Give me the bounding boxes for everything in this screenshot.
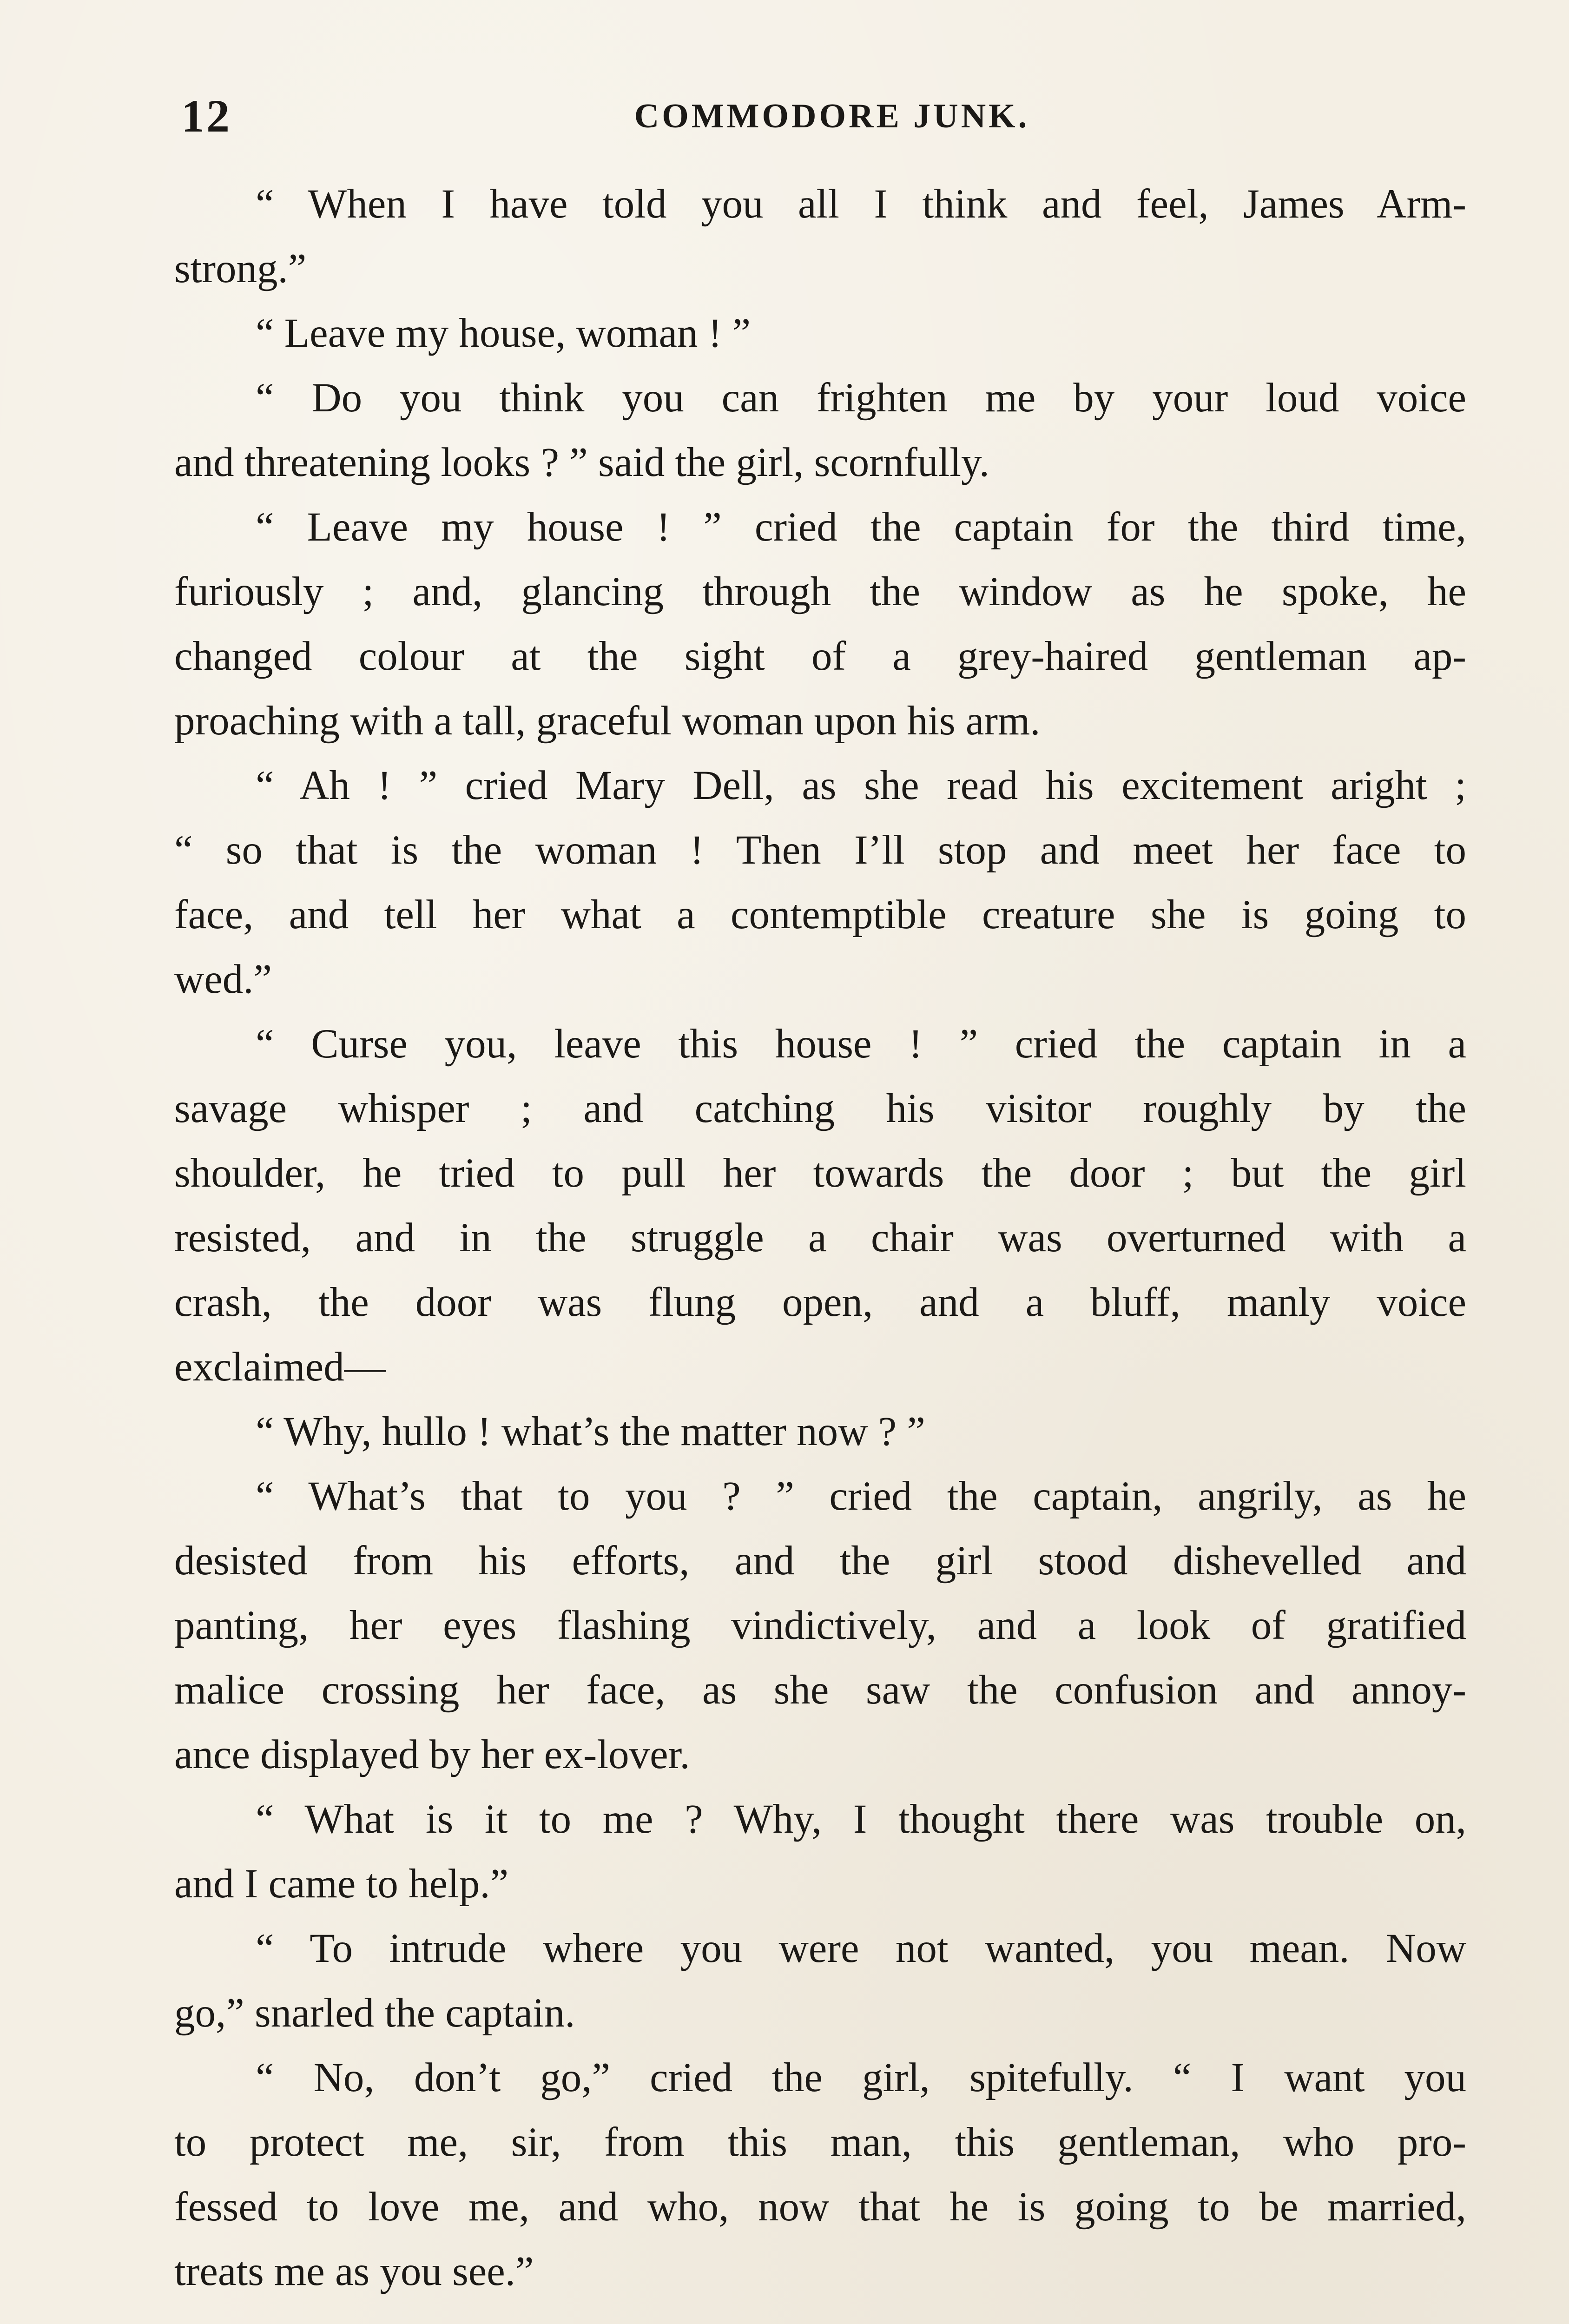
text-line: face, and tell her what a contemptible creature she is going to xyxy=(174,892,1466,938)
running-title: COMMODORE JUNK. xyxy=(634,97,1030,135)
page-header xyxy=(181,84,1483,149)
text-line: and threatening looks ? ” said the girl, scornfully. xyxy=(174,440,989,485)
text-line: and I came to help.” xyxy=(174,1861,509,1907)
text-line: proaching with a tall, graceful woman upon his arm. xyxy=(174,698,1041,744)
text-line: “ What is it to me ? Why, I thought there was trouble on, xyxy=(256,1796,1466,1842)
text-line: ance displayed by her ex-lover. xyxy=(174,1732,690,1777)
text-line: “ Ah ! ” cried Mary Dell, as she read his excitement aright ; xyxy=(256,763,1466,808)
text-line: malice crossing her face, as she saw the confusion and annoy- xyxy=(174,1667,1466,1713)
text-line: savage whisper ; and catching his visitor roughly by the xyxy=(174,1086,1466,1131)
text-line: “ What’s that to you ? ” cried the captain, angrily, as he xyxy=(256,1473,1466,1519)
text-line: to protect me, sir, from this man, this gentleman, who pro- xyxy=(174,2119,1466,2165)
text-line: “ so that is the woman ! Then I’ll stop and meet her face to xyxy=(174,827,1466,873)
text-line: furiously ; and, glancing through the window as he spoke, he xyxy=(174,569,1466,614)
text-line: wed.” xyxy=(174,957,272,1002)
text-line: fessed to love me, and who, now that he is going to be married, xyxy=(174,2184,1466,2230)
text-line: shoulder, he tried to pull her towards the door ; but the girl xyxy=(174,1150,1466,1196)
text-line: panting, her eyes flashing vindictively, and a look of gratified xyxy=(174,1603,1466,1648)
text-line: “ Curse you, leave this house ! ” cried the captain in a xyxy=(256,1021,1466,1067)
body-text xyxy=(174,172,1466,2304)
page-number: 12 xyxy=(181,90,231,142)
text-line: exclaimed— xyxy=(174,1344,386,1390)
text-line: resisted, and in the struggle a chair was overturned with a xyxy=(174,1215,1466,1261)
text-line: strong.” xyxy=(174,246,307,291)
text-line: “ Leave my house ! ” cried the captain for the third time, xyxy=(256,504,1466,550)
text-line: “ When I have told you all I think and feel, James Arm- xyxy=(256,181,1466,227)
text-line: crash, the door was flung open, and a bluff, manly voice xyxy=(174,1280,1466,1325)
text-line: “ To intrude where you were not wanted, you mean. Now xyxy=(256,1926,1466,1971)
text-line: changed colour at the sight of a grey-haired gentleman ap- xyxy=(174,634,1466,679)
text-line: “ No, don’t go,” cried the girl, spitefully. “ I want you xyxy=(256,2055,1466,2100)
text-line: desisted from his efforts, and the girl stood dishevelled and xyxy=(174,1538,1466,1584)
text-line: “ Leave my house, woman ! ” xyxy=(256,310,751,356)
text-line: “ Do you think you can frighten me by your loud voice xyxy=(256,375,1466,421)
text-line: treats me as you see.” xyxy=(174,2249,534,2294)
text-line: go,” snarled the captain. xyxy=(174,1990,575,2036)
text-line: “ Why, hullo ! what’s the matter now ? ” xyxy=(256,1409,925,1454)
